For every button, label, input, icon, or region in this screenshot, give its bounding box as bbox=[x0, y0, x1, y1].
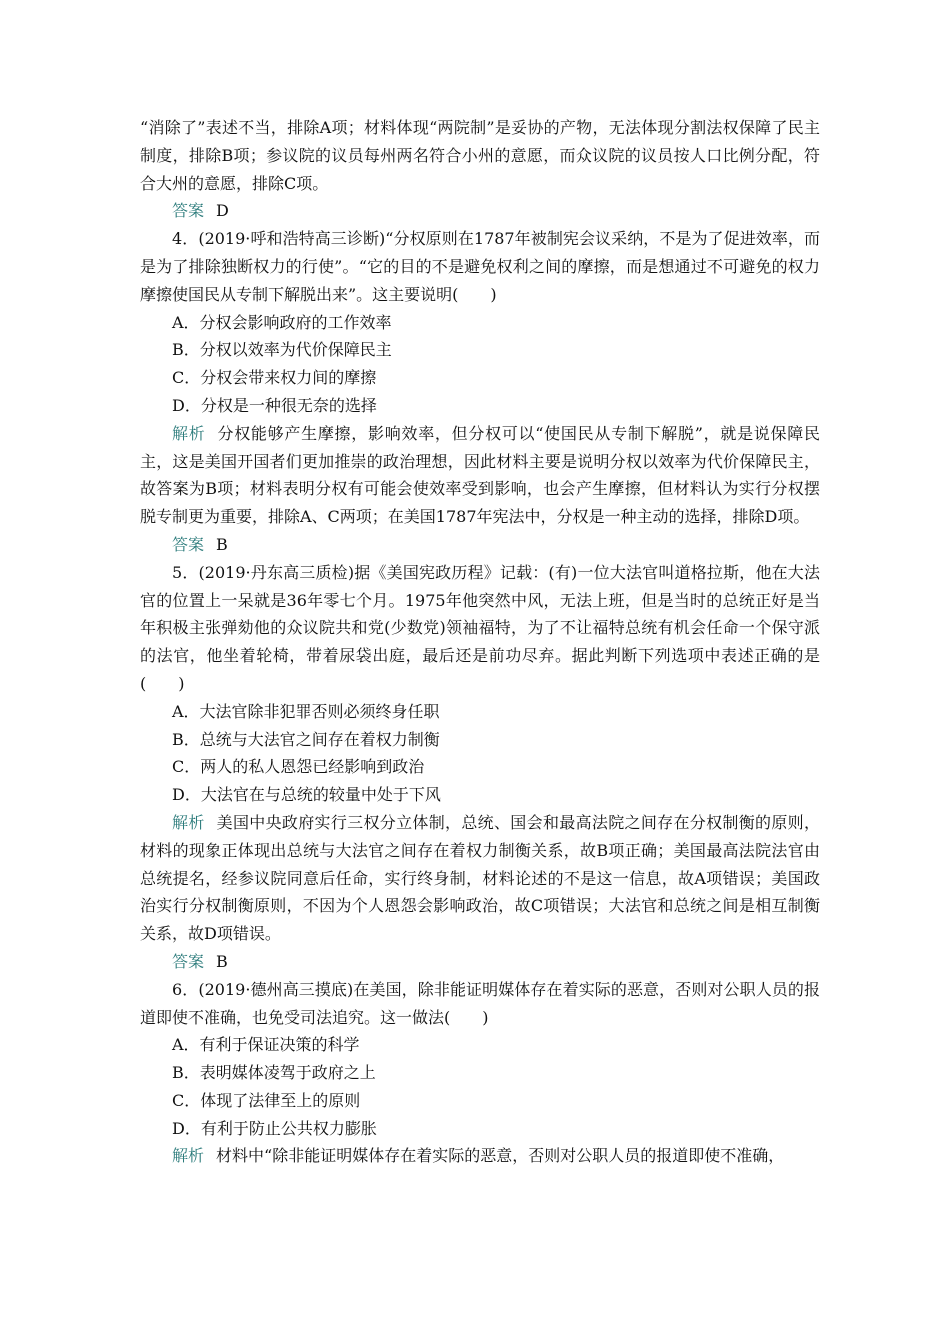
q5-option-d: D．大法官在与总统的较量中处于下风 bbox=[172, 785, 441, 805]
q6-option-d: D．有利于防止公共权力膨胀 bbox=[172, 1118, 377, 1138]
answer-label: 答案 bbox=[172, 951, 205, 971]
document-page bbox=[140, 114, 820, 1170]
q4-option-d: D．分权是一种很无奈的选择 bbox=[172, 395, 377, 415]
q6-analysis-text: 材料中“除非能证明媒体存在着实际的恶意，否则对公职人员的报道即使不准确， bbox=[216, 1146, 785, 1166]
q4-option-c: C．分权会带来权力间的摩擦 bbox=[172, 368, 377, 388]
q4-option-b: B．分权以效率为代价保障民主 bbox=[172, 340, 392, 360]
q3-answer-line bbox=[140, 197, 820, 225]
analysis-label: 解析 bbox=[172, 1146, 205, 1166]
q4-analysis bbox=[140, 420, 820, 531]
answer-label: 答案 bbox=[172, 534, 205, 554]
q6-option-a: A．有利于保证决策的科学 bbox=[172, 1035, 360, 1055]
q4-stem: 4．(2019·呼和浩特高三诊断)“分权原则在1787年被制宪会议采纳，不是为了促进效率，而是为了排除独断权力的行使”。“它的目的不是避免权利之间的摩擦，而是想通过不可避免的权力摩擦使国民从专制下解脱出来”。这主要说明( ) bbox=[140, 229, 820, 304]
q5-option-b: B．总统与大法官之间存在着权力制衡 bbox=[172, 729, 440, 749]
q3-answer: D bbox=[216, 201, 229, 221]
q5-option-c: C．两人的私人恩怨已经影响到政治 bbox=[172, 757, 425, 777]
q4-option-a: A．分权会影响政府的工作效率 bbox=[172, 312, 392, 332]
q5-answer-line bbox=[140, 948, 820, 976]
q5-analysis bbox=[140, 809, 820, 948]
q5-analysis-text: 美国中央政府实行三权分立体制，总统、国会和最高法院之间存在分权制衡的原则，材料的现象正体现出总统与大法官之间存在着权力制衡关系，故B项正确；美国最高法院法官由总统提名，经参议院同意后任命，实行终身制，材料论述的不是这一信息，故A项错误；美国政治实行分权制衡原则，不因为个人恩怨会影响政治，故C项错误；大法官和总统之间是相互制衡关系，故D项错误。 bbox=[140, 812, 820, 944]
q6-option-c: C．体现了法律至上的原则 bbox=[172, 1090, 361, 1110]
q6-analysis bbox=[140, 1142, 820, 1170]
q5-option-a: A．大法官除非犯罪否则必须终身任职 bbox=[172, 701, 440, 721]
q6-option-b: B．表明媒体凌驾于政府之上 bbox=[172, 1063, 376, 1083]
q4-answer-line bbox=[140, 531, 820, 559]
analysis-label: 解析 bbox=[172, 812, 205, 832]
q5-stem: 5．(2019·丹东高三质检)据《美国宪政历程》记载：(有)一位大法官叫道格拉斯，他在大法官的位置上一呆就是36年零七个月。1975年他突然中风，无法上班，但是当时的总统正好是当年积极主张弹劾他的众议院共和党(少数党)领袖福特，为了不让福特总统有机会任命一个保守派的法官，他坐着轮椅，带着尿袋出庭，最后还是前功尽弃。据此判断下列选项中表述正确的是( ) bbox=[140, 562, 820, 693]
answer-label: 答案 bbox=[172, 201, 205, 221]
q5-answer: B bbox=[216, 951, 228, 971]
q6-stem: 6．(2019·德州高三摸底)在美国，除非能证明媒体存在着实际的恶意，否则对公职人员的报道即使不准确，也免受司法追究。这一做法( ) bbox=[140, 979, 820, 1027]
q4-answer: B bbox=[216, 534, 228, 554]
q4-analysis-text: 分权能够产生摩擦，影响效率，但分权可以“使国民从专制下解脱”，就是说保障民主，这是美国开国者们更加推崇的政治理想，因此材料主要是说明分权以效率为代价保障民主，故答案为B项；材料表明分权有可能会使效率受到影响，也会产生摩擦，但材料认为实行分权摆脱专制更为重要，排除A、C两项；在美国1787年宪法中，分权是一种主动的选择，排除D项。 bbox=[140, 423, 820, 527]
analysis-label: 解析 bbox=[172, 423, 206, 443]
intro-paragraph: “消除了”表述不当，排除A项；材料体现“两院制”是妥协的产物，无法体现分割法权保障了民主制度，排除B项；参议院的议员每州两名符合小州的意愿，而众议院的议员按人口比例分配，符合大州的意愿，排除C项。 bbox=[140, 118, 820, 193]
